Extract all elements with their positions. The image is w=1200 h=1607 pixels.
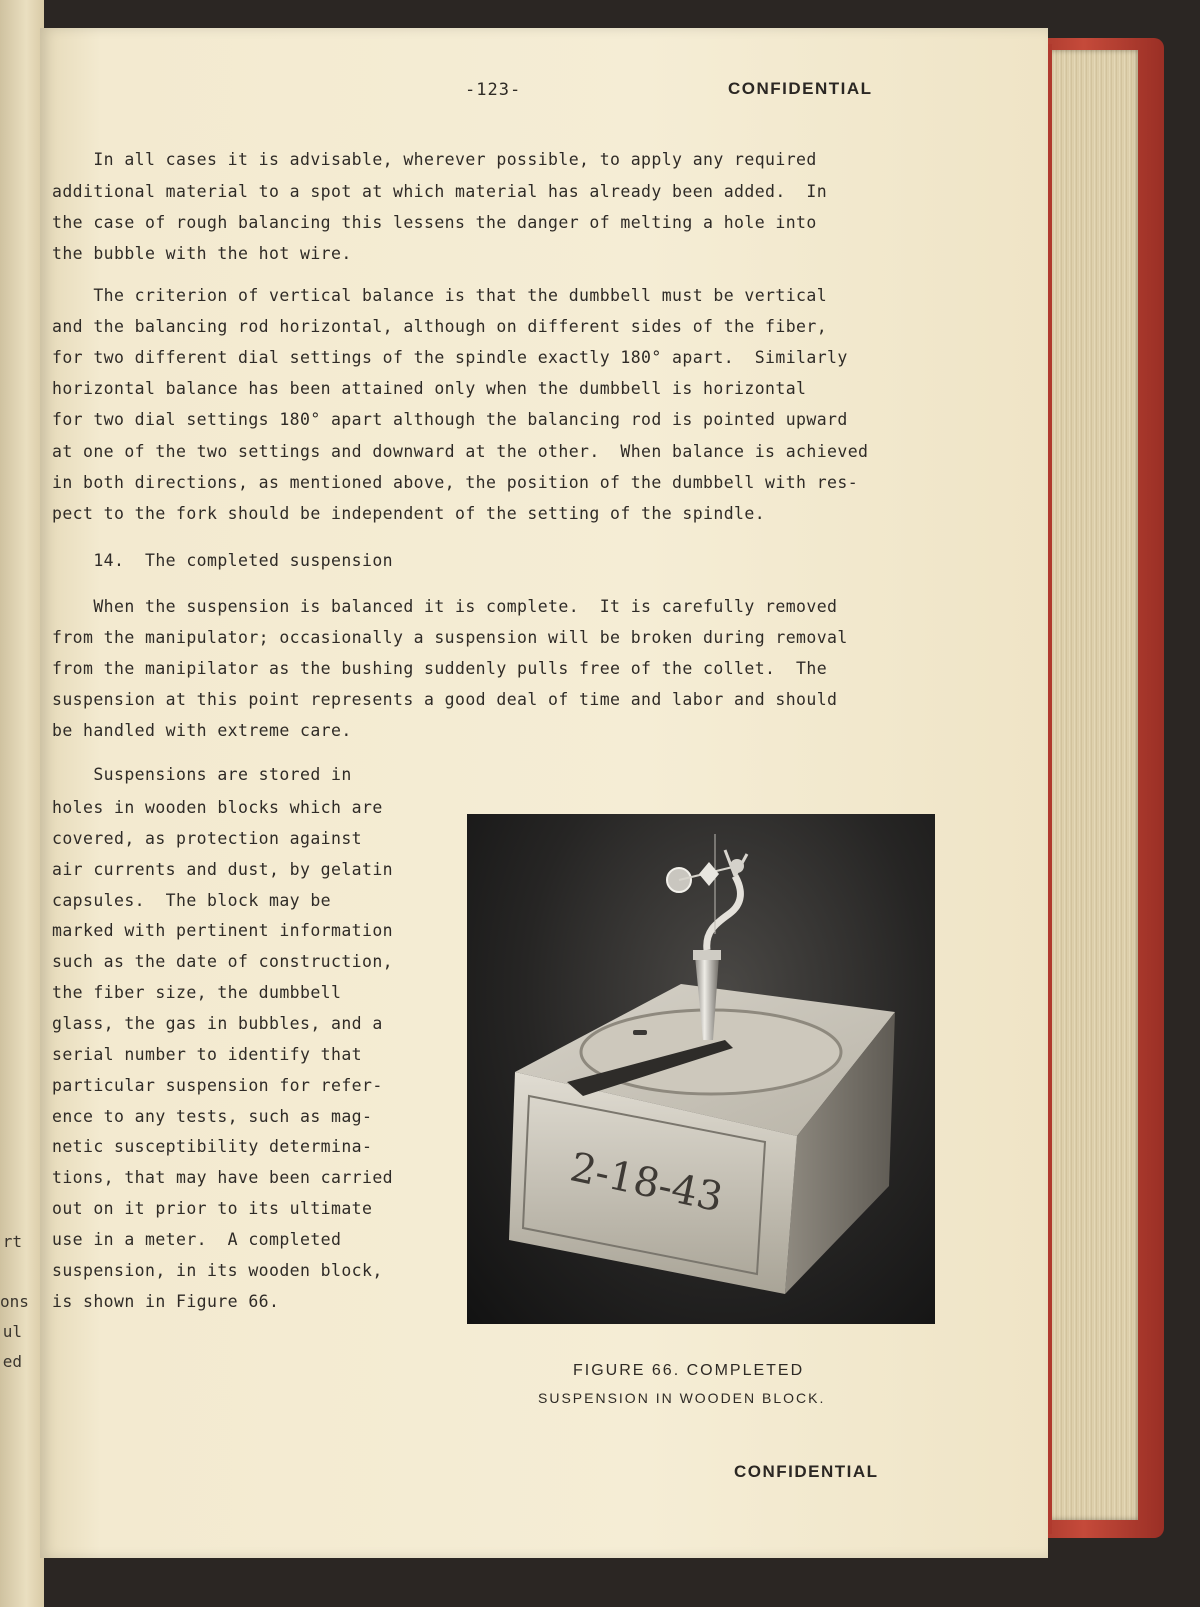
body-line: serial number to identify that xyxy=(52,1045,363,1064)
suspension-block-illustration xyxy=(467,814,935,1324)
body-line: in both directions, as mentioned above, the position of the dumbbell with res- xyxy=(52,473,859,492)
body-line: at one of the two settings and downward at the other. When balance is achieved xyxy=(52,442,869,461)
page-edges xyxy=(1048,50,1138,1520)
facing-page-fragment: ul xyxy=(2,1322,22,1341)
body-line: is shown in Figure 66. xyxy=(52,1292,280,1311)
body-line: use in a meter. A completed xyxy=(52,1230,342,1249)
facing-page-fragment: ons xyxy=(0,1292,29,1311)
body-line: out on it prior to its ultimate xyxy=(52,1199,373,1218)
block-label-text: 2-18-43 xyxy=(566,1144,727,1222)
body-line: Suspensions are stored in xyxy=(52,765,352,784)
body-line: for two different dial settings of the spindle exactly 180° apart. Similarly xyxy=(52,348,848,367)
body-line: the fiber size, the dumbbell xyxy=(52,983,342,1002)
body-line: tions, that may have been carried xyxy=(52,1168,394,1187)
body-line: capsules. The block may be xyxy=(52,891,332,910)
body-line: such as the date of construction, xyxy=(52,952,394,971)
facing-page-edge xyxy=(0,0,44,1607)
body-line: The criterion of vertical balance is that the dumbbell must be vertical xyxy=(52,286,828,305)
body-line: the bubble with the hot wire. xyxy=(52,244,352,263)
body-line: glass, the gas in bubbles, and a xyxy=(52,1014,383,1033)
body-line: suspension, in its wooden block, xyxy=(52,1261,383,1280)
footer-classification: CONFIDENTIAL xyxy=(734,1462,879,1481)
section-heading: 14. The completed suspension xyxy=(52,551,394,570)
facing-page-fragment: ed xyxy=(2,1352,22,1371)
body-line: In all cases it is advisable, wherever possible, to apply any required xyxy=(52,150,817,169)
figure-66-photo xyxy=(467,814,935,1324)
figure-caption: FIGURE 66. COMPLETED xyxy=(573,1362,805,1379)
body-line: for two dial settings 180° apart although the balancing rod is pointed upward xyxy=(52,410,848,429)
body-line: horizontal balance has been attained only when the dumbbell is horizontal xyxy=(52,379,807,398)
body-line: marked with pertinent information xyxy=(52,921,394,940)
header-classification: CONFIDENTIAL xyxy=(728,79,873,98)
body-line: holes in wooden blocks which are xyxy=(52,798,383,817)
body-line: air currents and dust, by gelatin xyxy=(52,860,394,879)
page-number: -123- xyxy=(465,80,522,100)
body-line: covered, as protection against xyxy=(52,829,363,848)
body-line: ence to any tests, such as mag- xyxy=(52,1107,373,1126)
figure-caption-subtitle: SUSPENSION IN WOODEN BLOCK. xyxy=(538,1390,826,1406)
body-line: from the manipilator as the bushing suddenly pulls free of the collet. The xyxy=(52,659,828,678)
body-line: When the suspension is balanced it is complete. It is carefully removed xyxy=(52,597,838,616)
body-line: and the balancing rod horizontal, although on different sides of the fiber, xyxy=(52,317,828,336)
body-line: the case of rough balancing this lessens the danger of melting a hole into xyxy=(52,213,817,232)
facing-page-fragment: rt xyxy=(2,1232,22,1251)
body-line: particular suspension for refer- xyxy=(52,1076,383,1095)
body-line: be handled with extreme care. xyxy=(52,721,352,740)
body-line: suspension at this point represents a good deal of time and labor and should xyxy=(52,690,838,709)
body-line: from the manipulator; occasionally a suspension will be broken during removal xyxy=(52,628,848,647)
body-line: additional material to a spot at which material has already been added. In xyxy=(52,182,828,201)
body-line: pect to the fork should be independent of the setting of the spindle. xyxy=(52,504,766,523)
body-line: netic susceptibility determina- xyxy=(52,1137,373,1156)
